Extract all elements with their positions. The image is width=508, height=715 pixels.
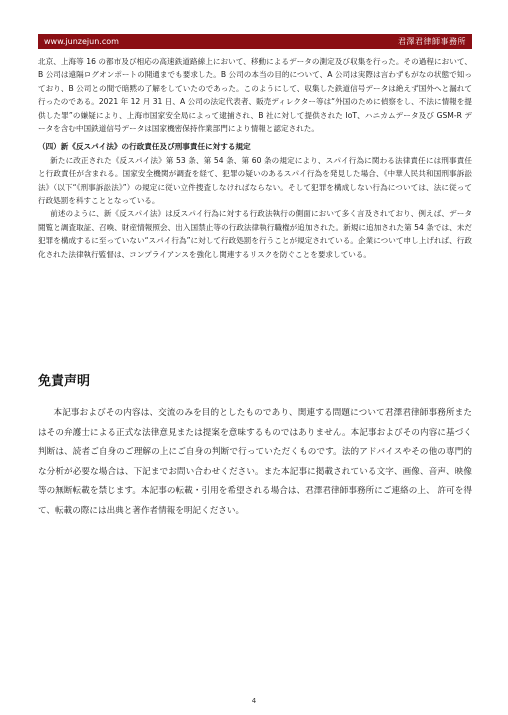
disclaimer-body [38, 404, 472, 522]
header-url: www.junzejun.com [44, 37, 119, 46]
page-number: 4 [251, 697, 257, 705]
article-body [38, 55, 472, 261]
disclaimer-title: 免責声明 [38, 374, 91, 389]
section-heading: （四）新《反スパイ法》の行政責任及び刑事責任に対する規定 [38, 142, 251, 152]
paragraph-2: 新たに改正された《反スパイ法》第 53 条、第 54 条、第 60 条の規定により、スパイ行為に関わる法律責任には刑事責任と行政責任が含まれる。国家安全機関が調査を経て、犯罪の疑いのあるスパイ行為を発見した場合、《中華人民共和国刑事訴訟法》（以下“《刑事訴訟法》”）の規定に従い立件捜査しなければならない。そして犯罪を構成しない行為については、法に従って行政処罰を科すこととなっている。 [38, 155, 472, 206]
header-bar [38, 34, 472, 49]
paragraph-3: 前述のように、新《反スパイ法》は反スパイ行為に対する行政法執行の側面において多く言及されており、例えば、データ閲覧と調査取証、召喚、財産情報照会、出入国禁止等の行政法律執行職権が追加された。新規に追加された第 54 条では、未だ犯罪を構成するに至っていない“スパイ行為”に対して行政処罰を行うことが規定されている。企業について申し上げれば、行政化された法律執行監督は、コンプライアンスを強化し関連するリスクを防ぐことを要求している。 [38, 209, 472, 259]
paragraph-1: 北京、上海等 16 の都市及び相応の高速鉄道路線上において、移動によるデータの測定及び収集を行った。その過程において、B 公司は遠隔ログオンポートの開通までも要求した。B 公司の本当の目的について、A 公司は実際は言わずもがなの状態で知っており、B 公司との間で暗黙の了解をしていたのであった。このようにして、収集した鉄道信号データは絶えず国外へと漏れて行ったのである。2021 年 12 月 31 日、A 公司の法定代表者、販売ディレクター等は“外国のために偵察をし、不法に情報を提供した罪”の嫌疑により、上海市国家安全局によって逮捕され、B 社に対して提供された IoT、ハニカムデータ及び GSM-R データを含む中国鉄道信号データは国家機密保持作業部門により情報と認定された。 [38, 57, 472, 134]
header-firm-name: 君澤君律師事務所 [398, 37, 466, 46]
disclaimer-text: 本記事およびその内容は、交流のみを目的としたものであり、関連する問題について君澤君律師事務所またはその弁護士による正式な法律意見または提案を意味するものではありません。本記事およびその内容に基づく判断は、読者ご自身のご理解の上にご自身の判断で行っていただくものです。法的アドバイスやその他の専門的な分析が必要な場合は、下記までお問い合わせください。また本記事に掲載されている文字、画像、音声、映像等の無断転載を禁じます。本記事の転載・引用を希望される場合は、君澤君律師事務所にご連絡の上、 許可を得て、転載の際には出典と著作者情報を明記ください。 [38, 408, 472, 516]
